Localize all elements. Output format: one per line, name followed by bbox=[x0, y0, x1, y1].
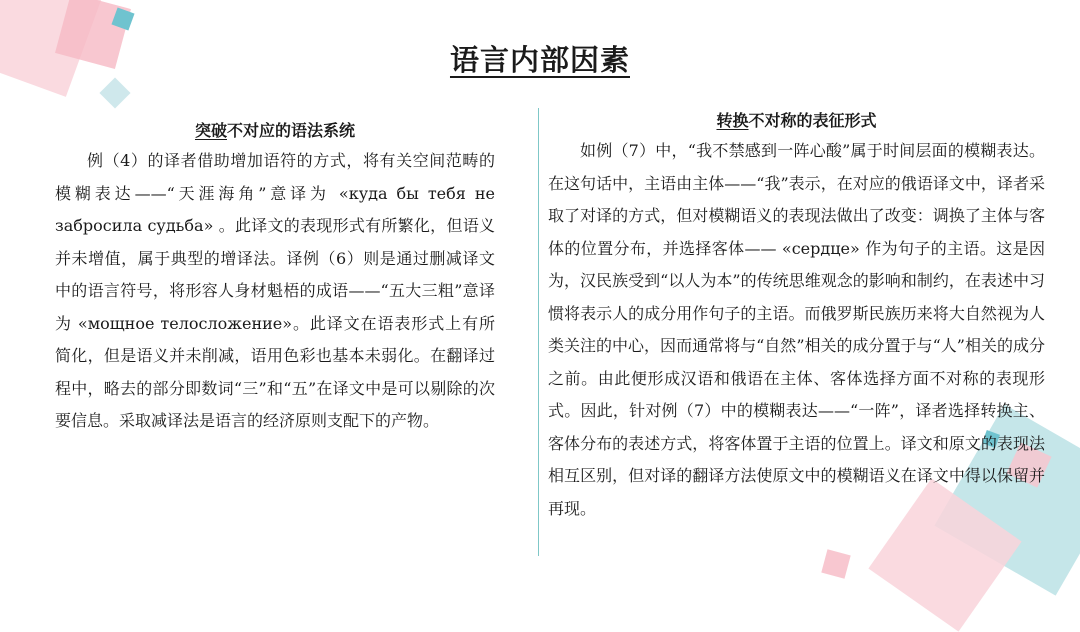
right-heading: 转换不对称的表征形式 bbox=[716, 111, 877, 130]
left-heading: 突破不对应的语法系统 bbox=[194, 121, 356, 140]
decor-teal-diamond-left bbox=[99, 77, 130, 108]
decor-pink-small-bottom bbox=[821, 549, 850, 578]
left-column bbox=[55, 118, 495, 438]
column-divider bbox=[538, 108, 539, 556]
right-paragraph: 如例（7）中，“我不禁感到一阵心酸”属于时间层面的模糊表达。在这句话中，主语由主体——“我”表示，在对应的俄语译文中，译者采取了对译的方式，但对模糊语义的表现法做出了改变：调换了主体与客体的位置分布，并选择客体—— «сердце» 作为句子的主语。这是因为，汉民族受到“以人为本”的传统思维观念的影响和制约，在表述中习惯将表示人的成分用作句子的主语。而俄罗斯民族历来将大自然视为人类关注的中心，因而通常将与“自然”相关的成分置于与“人”相关的成分之前。由此便形成汉语和俄语在主体、客体选择方面不对称的表现形式。因此，针对例（7）中的模糊表达——“一阵”，译者选择转换主、客体分布的表述方式，将客体置于主语的位置上。译文和原文的表现法相互区别，但对译的翻译方法使原文中的模糊语义在译文中得以保留并再现。 bbox=[548, 141, 1045, 518]
right-column bbox=[548, 108, 1045, 525]
page-title: 语言内部因素 bbox=[449, 43, 630, 77]
left-paragraph: 例（4）的译者借助增加语符的方式，将有关空间范畴的模糊表达——“天涯海角”意译为 «куда бы тебя не забросила судьба» 。此译文的表现形式有所繁化，但语义并未增值，属于典型的增译法。译例（6）则是通过删减译文中的语言符号，将形容人身材魁梧的成语——“五大三粗”意译为 «мощное телосложение»。此译文在语表形式上有所简化，但是语义并未削减，语用色彩也基本未弱化。在翻译过程中，略去的部分即数词“三”和“五”在译文中是可以剔除的次要信息。采取减译法是语言的经济原则支配下的产物。 bbox=[55, 151, 495, 430]
